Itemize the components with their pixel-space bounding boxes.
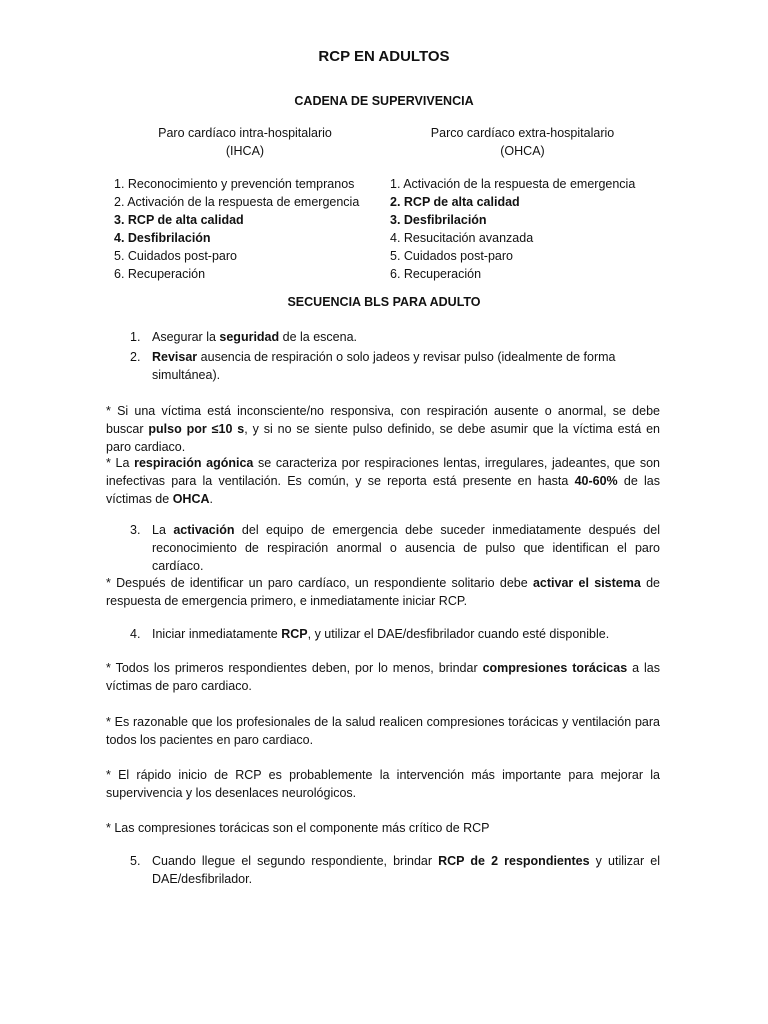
ohca-heading: Parco cardíaco extra-hospitalario <box>430 126 615 140</box>
note-critical-component: * Las compresiones torácicas son el componente más crítico de RCP <box>106 821 490 835</box>
list-item: 2. Activación de la respuesta de emergencia <box>114 195 360 209</box>
list-item: 4. Desfibrilación <box>114 231 211 245</box>
ihca-heading: Paro cardíaco intra-hospitalario <box>158 126 332 140</box>
list-item: 2. RCP de alta calidad <box>390 195 520 209</box>
note-agonal-breathing: * La respiración agónica se caracteriza por respiraciones lentas, irregulares, jadeantes, que son inefectivas para la ventilación. Es común, y se reporta está presente en hasta 40-60% de las víctimas de OHCA. <box>106 456 660 506</box>
chain-heading: CADENA DE SUPERVIVENCIA <box>294 94 474 108</box>
list-item: 5. Cuidados post-paro <box>390 249 513 263</box>
note-compressions: * Todos los primeros respondientes deben, por lo menos, brindar compresiones torácicas a las víctimas de paro cardiaco. <box>106 661 661 693</box>
list-item: 4. Resucitación avanzada <box>390 231 534 245</box>
ihca-abbr: (IHCA) <box>225 144 265 158</box>
list-item: 6. Recuperación <box>390 267 482 281</box>
list-item: 1. Reconocimiento y prevención tempranos <box>114 177 355 191</box>
note-healthcare-providers: * Es razonable que los profesionales de la salud realicen compresiones torácicas y ventilación para todos los pacientes en paro cardiaco. <box>106 715 660 747</box>
ohca-abbr: (OHCA) <box>500 144 545 158</box>
list-item: 6. Recuperación <box>114 267 206 281</box>
bls-step-2: 2. Revisar ausencia de respiración o solo jadeos y revisar pulso (idealmente de forma simultánea). <box>130 350 616 382</box>
note-pulse-check: * Si una víctima está inconsciente/no responsiva, con respiración ausente o anormal, se debe buscar pulso por ≤10 s, y si no se siente pulso definido, se debe asumir que la víctima está en paro cardiaco. <box>106 404 660 454</box>
list-item: 1. Activación de la respuesta de emergencia <box>390 177 636 191</box>
bls-step-3: 3. La activación del equipo de emergencia debe suceder inmediatamente después del reconocimiento de respiración anormal o ausencia de pulso que identifican el paro cardíaco. <box>130 523 660 573</box>
note-rapid-cpr: * El rápido inicio de RCP es probablemente la intervención más importante para mejorar la supervivencia y los desenlaces neurológicos. <box>106 768 660 800</box>
bls-heading: SECUENCIA BLS PARA ADULTO <box>287 295 481 309</box>
ohca-list <box>390 175 635 283</box>
bls-step-1: 1. Asegurar la seguridad de la escena. <box>130 330 357 344</box>
list-item: 3. RCP de alta calidad <box>114 213 244 227</box>
page-title: RCP EN ADULTOS <box>318 48 450 65</box>
list-item: 3. Desfibrilación <box>390 213 487 227</box>
ihca-list <box>114 175 359 283</box>
note-lone-rescuer: * Después de identificar un paro cardíaco, un respondiente solitario debe activar el sistema de respuesta de emergencia primero, e inmediatamente iniciar RCP. <box>106 576 660 608</box>
list-item: 5. Cuidados post-paro <box>114 249 237 263</box>
bls-step-4: 4. Iniciar inmediatamente RCP, y utilizar el DAE/desfibrilador cuando esté disponible. <box>130 627 610 641</box>
bls-step-5: 5. Cuando llegue el segundo respondiente, brindar RCP de 2 respondientes y utilizar el DAE/desfibrilador. <box>130 854 660 886</box>
